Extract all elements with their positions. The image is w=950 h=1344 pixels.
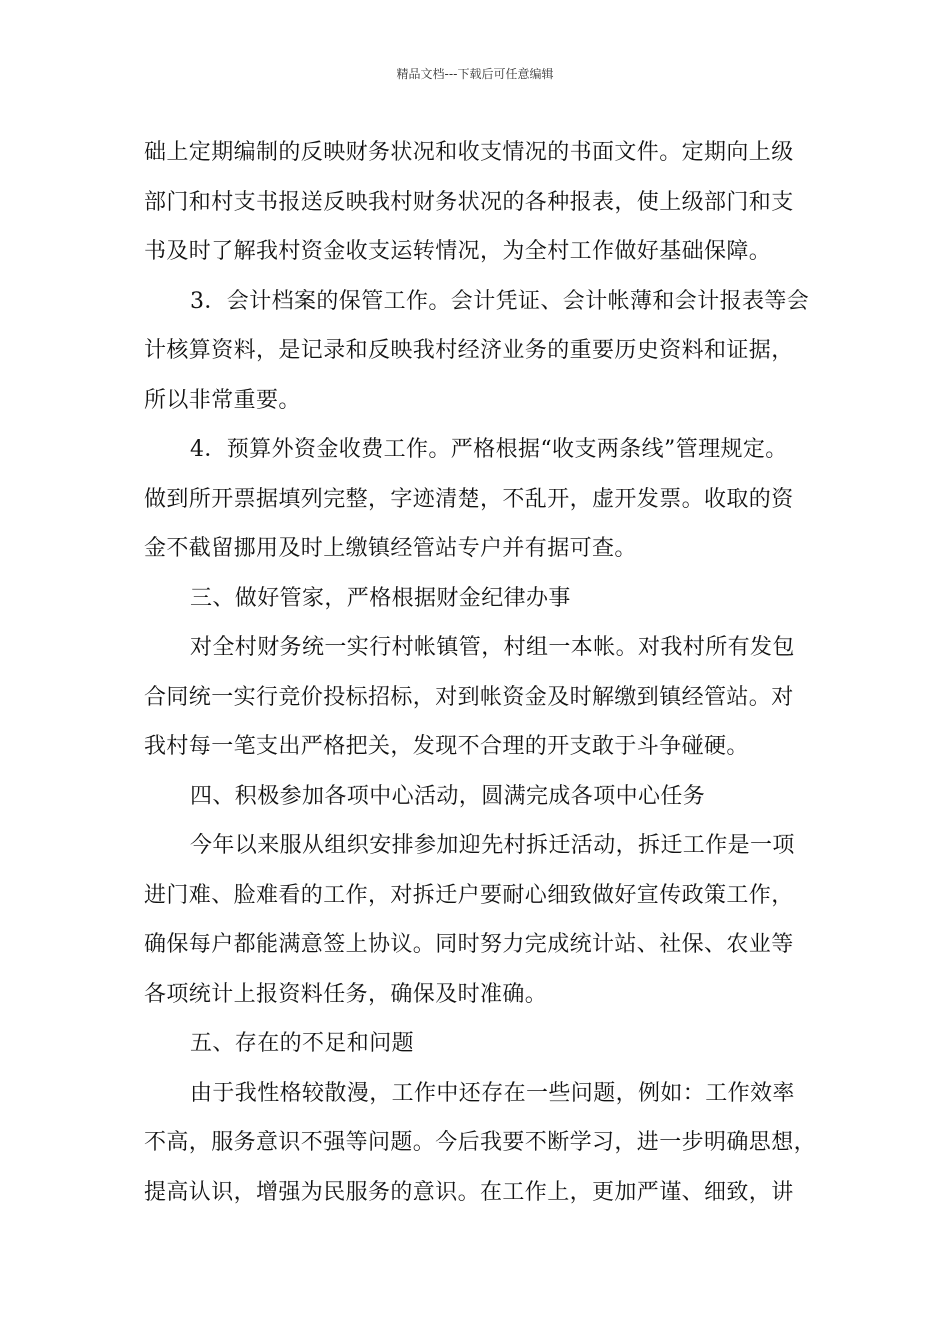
paragraph bbox=[144, 772, 824, 822]
paragraph-line: 书及时了解我村资金收支运转情况，为全村工作做好基础保障。 bbox=[144, 239, 772, 264]
paragraph-line: 确保每户都能满意签上协议。同时努力完成统计站、社保、农业等 bbox=[144, 932, 794, 957]
paragraph-line: 五、存在的不足和问题 bbox=[190, 1031, 415, 1056]
paragraph-line: 3．会计档案的保管工作。会计凭证、会计帐薄和会计报表等会 bbox=[190, 288, 810, 314]
document-body bbox=[144, 128, 824, 1217]
paragraph-line: 各项统计上报资料任务，确保及时准确。 bbox=[144, 981, 548, 1007]
paragraph-line: 今年以来服从组织安排参加迎先村拆迁活动，拆迁工作是一项 bbox=[190, 833, 795, 858]
paragraph-line: 提高认识，增强为民服务的意识。在工作上，更加严谨、细致，讲 bbox=[144, 1179, 794, 1205]
paragraph-line: 合同统一实行竞价投标招标，对到帐资金及时解缴到镇经管站。对 bbox=[144, 684, 794, 710]
paragraph bbox=[144, 1069, 824, 1218]
paragraph bbox=[144, 425, 824, 574]
paragraph-line: 我村每一笔支出严格把关，发现不合理的开支敢于斗争碰硬。 bbox=[144, 734, 749, 759]
paragraph-line: 三、做好管家，严格根据财金纪律办事 bbox=[190, 585, 571, 611]
paragraph-line: 做到所开票据填列完整，字迹清楚，不乱开，虚开发票。收取的资 bbox=[144, 486, 794, 512]
paragraph bbox=[144, 574, 824, 624]
paragraph-line: 金不截留挪用及时上缴镇经管站专户并有据可查。 bbox=[144, 536, 637, 561]
paragraph bbox=[144, 821, 824, 1019]
paragraph-line: 对全村财务统一实行村帐镇管，村组一本帐。对我村所有发包 bbox=[190, 635, 795, 660]
paragraph bbox=[144, 277, 824, 426]
paragraph bbox=[144, 1019, 824, 1069]
paragraph-line: 础上定期编制的反映财务状况和收支情况的书面文件。定期向上级 bbox=[144, 140, 794, 165]
paragraph-line: 由于我性格较散漫，工作中还存在一些问题，例如：工作效率 bbox=[190, 1080, 795, 1106]
paragraph-line: 所以非常重要。 bbox=[144, 387, 301, 413]
paragraph-line: 部门和村支书报送反映我村财务状况的各种报表，使上级部门和支 bbox=[144, 189, 794, 215]
paragraph-line: 不高，服务意识不强等问题。今后我要不断学习，进一步明确思想， bbox=[144, 1130, 817, 1155]
paragraph-line: 4．预算外资金收费工作。严格根据“收支两条线”管理规定。 bbox=[190, 437, 788, 462]
paragraph-line: 四、积极参加各项中心活动，圆满完成各项中心任务 bbox=[190, 783, 706, 809]
paragraph-line: 计核算资料，是记录和反映我村经济业务的重要历史资料和证据， bbox=[144, 338, 794, 363]
paragraph bbox=[144, 128, 824, 277]
paragraph-line: 进门难、脸难看的工作，对拆迁户要耐心细致做好宣传政策工作， bbox=[144, 882, 794, 908]
page-header: 精品文档---下载后可任意编辑 bbox=[396, 67, 554, 81]
paragraph bbox=[144, 623, 824, 772]
